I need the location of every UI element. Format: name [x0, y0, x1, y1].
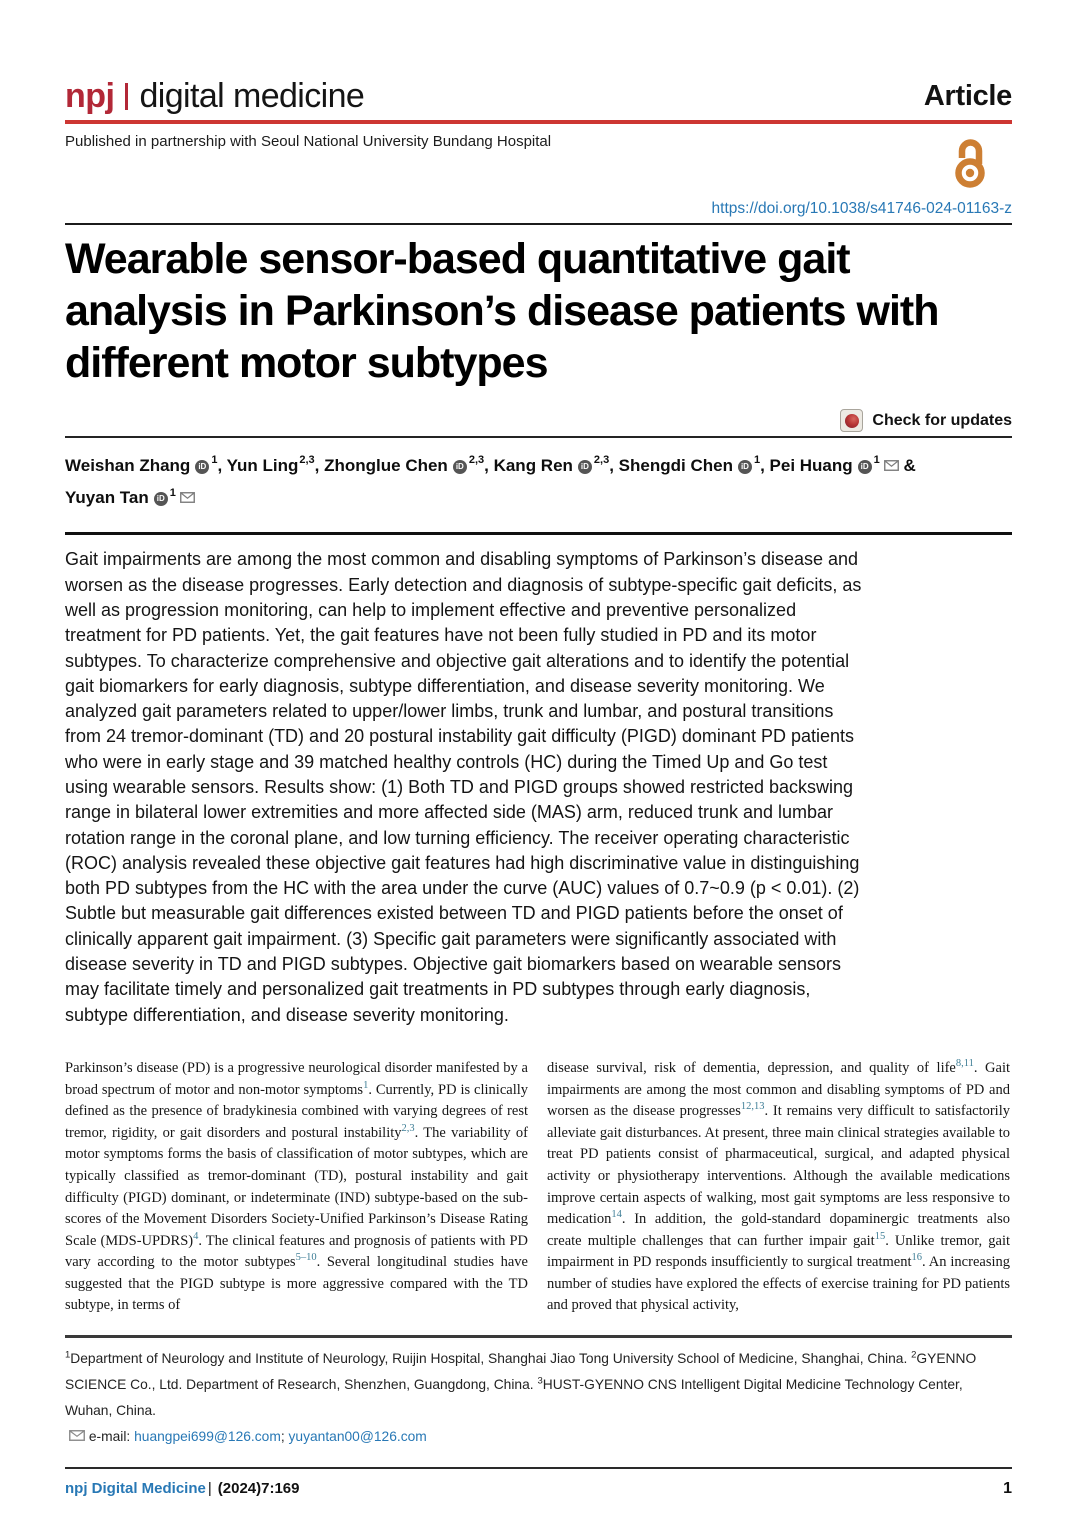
- open-access-padlock-icon: [950, 137, 990, 194]
- author-name: Yun Ling: [226, 455, 299, 475]
- orcid-id-icon[interactable]: iD: [453, 460, 467, 474]
- article-title: Wearable sensor-based quantitative gait analysis in Parkinson’s disease patients with different motor subtypes: [65, 235, 939, 387]
- abstract-top-rule: [65, 532, 1012, 535]
- author-line-2: [65, 488, 195, 507]
- author-list: [65, 447, 1012, 512]
- reference-superscript: 5–10: [295, 1252, 317, 1264]
- author-affiliation-ref: 1: [753, 454, 761, 466]
- email-links: huangpei699@126.com; yuyantan00@126.com: [134, 1428, 427, 1444]
- title-top-rule: [65, 223, 1012, 225]
- reference-superscript: 1: [65, 1348, 71, 1360]
- intro-left-column: Parkinson’s disease (PD) is a progressive neurological disorder manifested by a broad spectrum of motor and non-motor symptoms$^1$. Currently, PD is clinically defined as the presence of bradykinesia combined with varying degrees of rest tremor, rigidity, or gait disorders and postural instability$^{2,3}$. The variability of motor symptoms forms the basis of classification of motor subtypes, which are typically classified as tremor-dominant (TD), postural instability and gait difficulty (PIGD) dominant, or indeterminate (IND) subtype-based on the sub-scores of the Movement Disorders Society-Unified Parkinson’s Disease Rating Scale (MDS-UPDRS)$^4$. The clinical features and prognosis of patients with PD vary according to the motor subtypes$^{5-10}$. Several longitudinal studies have suggested that the PIGD subtype is more aggressive compared with the TD subtype, in terms of: [65, 1059, 528, 1314]
- crossmark-icon: [840, 409, 863, 432]
- reference-superscript: 8,11: [955, 1058, 974, 1070]
- check-for-updates-label: Check for updates: [872, 411, 1012, 429]
- envelope-icon[interactable]: [884, 452, 899, 480]
- author-line-1: Weishan Zhang $iD^1$, Yun Ling$^{2,3}$, Zhonglue Chen iD$^{2,3}$, Kang Ren iD$^{2,3}$, Shengdi Chen $iD^1$, Pei Huang $iD^1$ &: [65, 456, 916, 475]
- author-affiliation-ref: 2,3: [593, 454, 610, 466]
- npj-logo-text: npj: [65, 77, 115, 115]
- author-affiliation-ref: 1: [873, 454, 880, 466]
- orcid-id-icon[interactable]: iD: [154, 492, 168, 506]
- author-name: Pei Huang: [769, 455, 853, 475]
- footer-journal-name: npj Digital Medicine: [65, 1479, 206, 1497]
- authors-top-rule: [65, 436, 1012, 438]
- author-name: Weishan Zhang: [65, 455, 191, 475]
- author-name: Shengdi Chen: [618, 455, 733, 475]
- author-name: Kang Ren: [493, 455, 573, 475]
- page-number: 1: [1003, 1479, 1012, 1497]
- introduction-section: [65, 1058, 1012, 1318]
- logo-separator-bar: [125, 83, 128, 110]
- email-link[interactable]: yuyantan00@126.com: [288, 1428, 427, 1444]
- crossmark-circle: [845, 414, 859, 428]
- check-for-updates-badge[interactable]: [65, 409, 1012, 432]
- reference-superscript: 4: [193, 1230, 199, 1242]
- header-red-rule: [65, 120, 1012, 124]
- article-type-label: Article: [923, 80, 1012, 112]
- reference-superscript: 14: [611, 1209, 622, 1221]
- reference-superscript: 3: [537, 1374, 543, 1386]
- reference-superscript: 16: [911, 1252, 922, 1264]
- email-link[interactable]: huangpei699@126.com: [134, 1428, 281, 1444]
- intro-right-column: disease survival, risk of dementia, depression, and quality of life$^{8,11}$. Gait impairments are among the most common and disabling symptoms of PD and worsen as the disease progresses$^{12,13}$. It remains very difficult to satisfactorily alleviate gait disturbances. At present, three main clinical strategies available to treat PD patients consist of pharmaceutical, surgical, and adapted physical activity or physiotherapy interventions. Although the available medications improve certain aspects of walking, most gait symptoms are less responsive to medication$^{14}$. In addition, the gold-standard dopaminergic treatments also create multiple challenges that can further impair gait$^{15}$. Unlike tremor, gait impairment in PD responds insufficiently to surgical treatment$^{16}$. An increasing number of studies have explored the effects of exercise training for PD patients and proved that physical activity,: [547, 1058, 1010, 1314]
- footer-rule: [65, 1467, 1012, 1469]
- reference-superscript: 1: [363, 1079, 369, 1091]
- footer-separator: |: [207, 1479, 212, 1497]
- journal-name: digital medicine: [139, 77, 365, 115]
- author-affiliation-ref: 1: [169, 486, 176, 499]
- author-name: Zhonglue Chen: [324, 455, 448, 475]
- envelope-icon[interactable]: [180, 484, 195, 512]
- orcid-id-icon[interactable]: iD: [858, 460, 872, 474]
- journal-logo: [65, 78, 364, 114]
- envelope-icon: [69, 1424, 85, 1450]
- email-label: e-mail:: [88, 1428, 131, 1444]
- footnote-top-rule: [65, 1335, 1012, 1338]
- page-footer: [65, 1480, 1012, 1498]
- orcid-id-icon[interactable]: iD: [195, 460, 209, 474]
- affiliations-text: $^1$Department of Neurology and Institute of Neurology, Ruijin Hospital, Shanghai Jiao Tong University School of Medicine, Shanghai, China. $^2$GYENNO SCIENCE Co., Ltd. Department of Research, Shenzhen, Guangdong, China. $^3$HUST-GYENNO CNS Intelligent Digital Medicine Technology Center, Wuhan, China.: [65, 1348, 977, 1418]
- doi-link[interactable]: https://doi.org/10.1038/s41746-024-01163-z: [711, 200, 1012, 217]
- author-affiliation-ref: 2,3: [299, 454, 315, 466]
- author-name: Yuyan Tan: [65, 488, 149, 508]
- reference-superscript: 12,13: [740, 1101, 765, 1113]
- abstract-text: Gait impairments are among the most common and disabling symptoms of Parkinson’s disease and worsen as the disease progresses. Early detection and diagnosis of subtype-specific gait deficits, as well as progression monitoring, can help to implement effective and preventive personalized treatment for PD patients. Yet, the gait features have not been fully studied in PD and its motor subtypes. To characterize comprehensive and objective gait alterations and to identify the potential gait biomarkers for early diagnosis, subtype differentiation, and disease severity monitoring. We analyzed gait parameters related to upper/lower limbs, trunk and lumbar, and postural transitions from 24 tremor-dominant (TD) and 20 postural instability gait difficulty (PIGD) dominant PD patients who were in early stage and 39 matched healthy controls (HC) during the Timed Up and Go test using wearable sensors. Results show: (1) Both TD and PIGD groups showed restricted backswing range in bilateral lower extremities and more affected side (MAS) arm, reduced trunk and lumbar rotation range in the coronal plane, and low turning efficiency. The receiver operating characteristic (ROC) analysis revealed these objective gait features had high discriminative value in distinguishing both PD subtypes from the HC with the area under the curve (AUC) values of 0.7~0.9 (p < 0.01). (2) Subtle but measurable gait differences existed between TD and PIGD patients before the onset of clinically apparent gait impairment. (3) Specific gait parameters were significantly associated with disease severity in TD and PIGD subtypes. Objective gait biomarkers based on wearable sensors may facilitate timely and personalized gait treatments in PD subtypes through early diagnosis, subtype differentiation, and disease severity monitoring.: [65, 549, 862, 1025]
- journal-header: [65, 78, 1012, 114]
- orcid-id-icon[interactable]: iD: [738, 460, 752, 474]
- partnership-note: Published in partnership with Seoul National University Bundang Hospital: [65, 133, 552, 150]
- reference-superscript: 2: [911, 1348, 917, 1360]
- reference-superscript: 15: [874, 1230, 886, 1242]
- author-affiliation-ref: 2,3: [468, 454, 485, 466]
- footer-volume-citation: (2024)7:169: [217, 1479, 300, 1497]
- orcid-id-icon[interactable]: iD: [578, 460, 592, 474]
- footer-citation: [65, 1480, 300, 1498]
- email-line: [65, 1429, 427, 1444]
- author-affiliation-ref: 1: [211, 454, 218, 466]
- reference-superscript: 2,3: [401, 1122, 415, 1134]
